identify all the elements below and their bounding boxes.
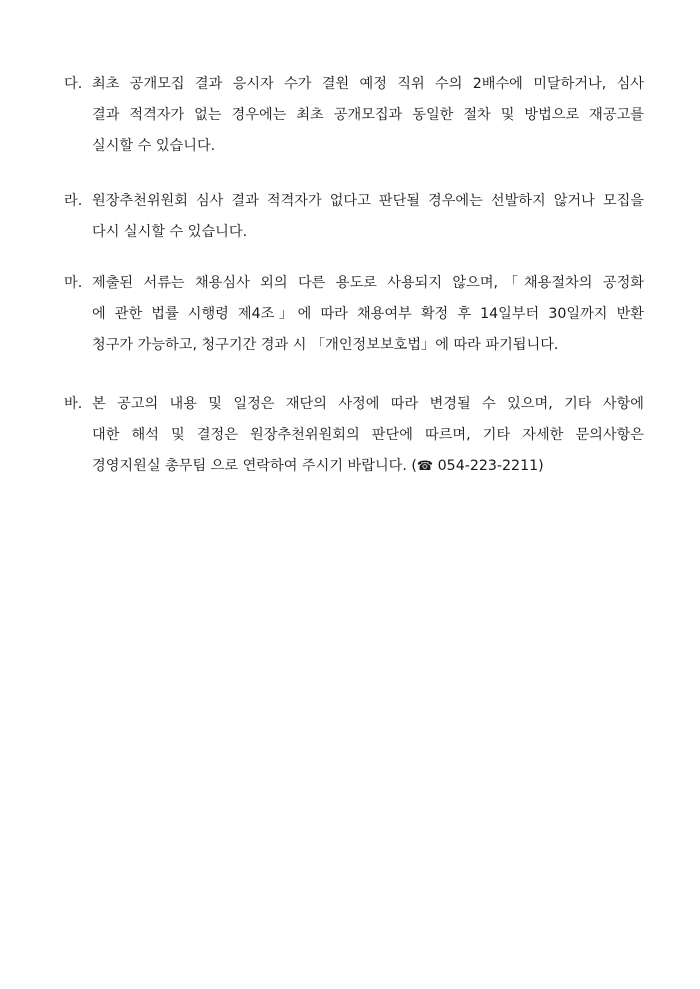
item-text-line: 실시할 수 있습니다. bbox=[92, 138, 216, 154]
notice-item-ra bbox=[64, 186, 644, 248]
item-text-line-contact bbox=[64, 451, 644, 482]
item-text-line: 에 관한 법률 시행령 제4조」에 따라 채용여부 확정 후 14일부터 30일까지 반환 bbox=[92, 306, 644, 322]
notice-item-ma bbox=[64, 268, 644, 361]
phone-number: 054-223-2211) bbox=[433, 458, 544, 474]
item-text-line: 원장추천위원회 심사 결과 적격자가 없다고 판단될 경우에는 선발하지 않거나 모집을 bbox=[92, 193, 644, 209]
item-marker: 바. bbox=[64, 396, 83, 412]
contact-text: 경영지원실 총무팀 으로 연락하여 주시기 바랍니다. ( bbox=[92, 458, 417, 474]
item-marker: 마. bbox=[64, 275, 83, 291]
item-text-line: 최초 공개모집 결과 응시자 수가 결원 예정 직위 수의 2배수에 미달하거나, 심사 bbox=[92, 76, 644, 92]
item-marker: 다. bbox=[64, 76, 83, 92]
item-marker: 라. bbox=[64, 193, 83, 209]
item-text-line: 청구가 가능하고, 청구기간 경과 시 「개인정보보호법」에 따라 파기됩니다. bbox=[92, 337, 559, 353]
item-text-line: 다시 실시할 수 있습니다. bbox=[92, 224, 248, 240]
item-text-line: 대한 해석 및 결정은 원장추천위원회의 판단에 따르며, 기타 자세한 문의사항은 bbox=[92, 427, 644, 443]
telephone-icon: ☎ bbox=[416, 459, 434, 474]
item-text-line: 본 공고의 내용 및 일정은 재단의 사정에 따라 변경될 수 있으며, 기타 사항에 bbox=[92, 396, 644, 412]
item-text-line: 제출된 서류는 채용심사 외의 다른 용도로 사용되지 않으며,「채용절차의 공정화 bbox=[92, 275, 644, 291]
notice-item-ba bbox=[64, 389, 644, 482]
item-text-line: 결과 적격자가 없는 경우에는 최초 공개모집과 동일한 절차 및 방법으로 재공고를 bbox=[92, 107, 644, 123]
notice-item-da bbox=[64, 69, 644, 162]
